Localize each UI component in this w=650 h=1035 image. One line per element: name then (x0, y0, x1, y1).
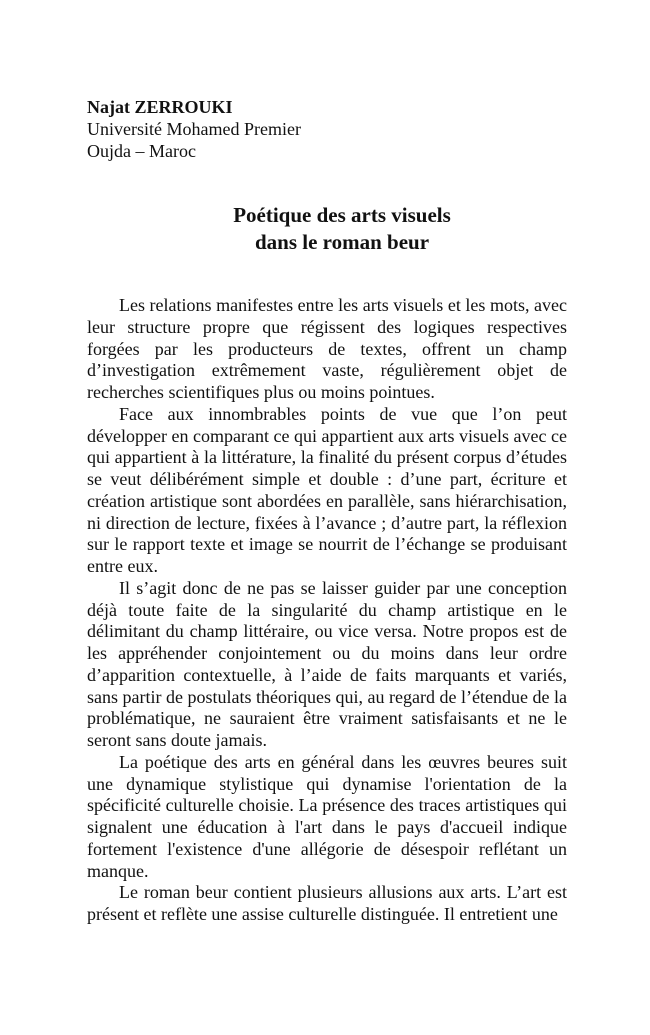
body-paragraph-1: Les relations manifestes entre les arts visuels et les mots, avec leur structure propre que régissent des logiques respectives forgées par les producteurs de textes, offrent un champ d’investigation extrêmement vaste, régulièrement objet de recherches scientifiques plus ou moins pointues. (87, 295, 567, 402)
article-title (87, 202, 567, 256)
article-title-line-2: dans le roman beur (254, 230, 430, 254)
author-location: Oujda – Maroc (87, 141, 196, 161)
body-paragraph-2: Face aux innombrables points de vue que l’on peut développer en comparant ce qui appartient aux arts visuels avec ce qui appartient à la littérature, la finalité du présent corpus d’études se veut délibérément simple et double : d’une part, écriture et création artistique sont abordées en parallèle, sans hiérarchisation, ni direction de lecture, fixées à l’avance ; d’autre part, la réflexion sur le rapport texte et image se nourrit de l’échange se produisant entre eux. (87, 403, 567, 576)
article-title-line-1: Poétique des arts visuels (233, 203, 451, 227)
author-name: Najat ZERROUKI (87, 97, 233, 117)
author-affiliation: Université Mohamed Premier (87, 119, 301, 139)
body-paragraph-5: Le roman beur contient plusieurs allusions aux arts. L’art est présent et reflète une assise culturelle distinguée. Il entretient une (87, 882, 567, 924)
author-block (87, 96, 567, 162)
document-page (87, 96, 567, 926)
article-body (87, 295, 567, 926)
body-paragraph-3: Il s’agit donc de ne pas se laisser guider par une conception déjà toute faite de la singularité du champ artistique en le délimitant du champ littéraire, ou vice versa. Notre propos est de les appréhender conjointement ou du moins dans leur ordre d’apparition contextuelle, à l’aide de faits marquants et variés, sans partir de postulats théoriques qui, au regard de l’étendue de la problématique, ne sauraient être vraiment satisfaisants et ne le seront sans doute jamais. (87, 577, 567, 750)
body-paragraph-4: La poétique des arts en général dans les œuvres beures suit une dynamique stylistique qui dynamise l'orientation de la spécificité culturelle choisie. La présence des traces artistiques qui signalent une éducation à l'art dans le pays d'accueil indique fortement l'existence d'une allégorie de désespoir reflétant un manque. (87, 751, 567, 881)
